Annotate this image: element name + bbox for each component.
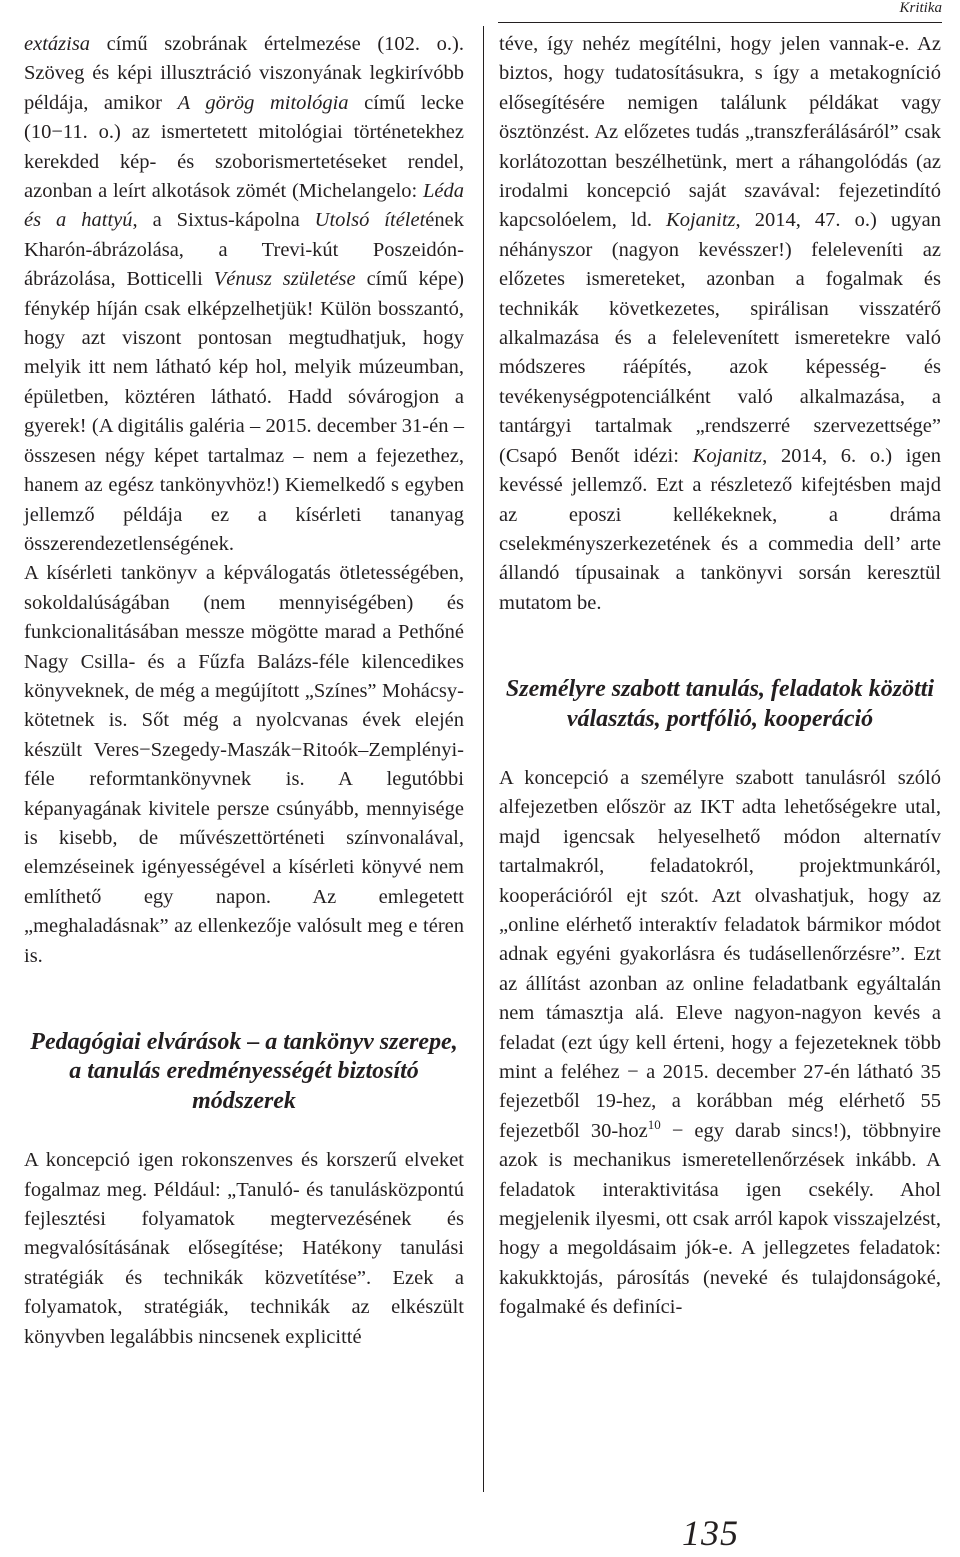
italic-run: Kojanitz [666, 209, 736, 232]
section-label: Kritika [899, 0, 942, 16]
right-paragraph-1 [499, 30, 941, 618]
italic-run: A görög mitológia [177, 91, 349, 114]
italic-run: extázisa [24, 33, 91, 55]
page-number: 135 [682, 1513, 739, 1553]
left-paragraph-2 [24, 559, 464, 971]
right-column [499, 30, 941, 1323]
text-run: , a Sixtus-kápolna [132, 209, 315, 232]
left-column [24, 30, 464, 1352]
text-run: című lecke (10−11. o.) az ismertetett mitológiai történetekhez kerekded kép- és szoborismertetéseket rendel, azonban a leírt alkotások zömét (Michelangelo: [24, 91, 464, 203]
text-run: − egy darab sincs!), többnyire azok is mechanikus ismeretellenőrzések inkább. A feladatok interaktivitása igen csekély. Ahol megjelenik ilyesmi, ott csak arról kapok visszajelzést, hogy a megoldásaim jók-e. A jellegzetes feladatok: kakukktojás, párosítás (neveké és tulajdonságoké, fogalmaké és definíci- [499, 1119, 942, 1319]
text-run: A kísérleti tankönyv a képválogatás ötletességében, sokoldalúságában (nem mennyiségében) és funkcionalitásában messze mögötte marad a Pethőné Nagy Csilla- és a Fűzfa Balázs-féle kilencedikes könyveknek, de még a megújított „Színes” Mohácsy-kötetnek is. Sőt még a nyolcvanas évek elején készült Veres−Szegedy-Maszák−Ritoók–Zemplényi-féle reformtankönyvnek is. A legutóbbi képanyagának kivitele persze csúnyább, mennyisége is kisebb, de művészettörténeti színvonalával, elemzéseinek igényességével a kísérleti könyvé nem említhető egy napon. Az emlegetett „meghaladásnak” az ellenkezője valósult meg e téren is. [24, 562, 464, 967]
left-paragraph-1 [24, 30, 464, 559]
right-section-heading: Személyre szabott tanulás, feladatok közötti választás, portfólió, kooperáció [505, 676, 935, 732]
left-section-heading: Pedagógiai elvárások – a tankönyv szerepe, a tanulás eredményességét biztosító módszerek [30, 1029, 458, 1114]
text-run: A koncepció igen rokonszenves és korszerű elveket fogalmaz meg. Például: „Tanuló- és tanulásközpontú fejlesztési folyamatok megtervezésének és megvalósításának elősegítése; Hatékony tanulási stratégiák és technikák közvetítése”. Ezek a folyamatok, stratégiák, technikák az elkészült könyvben legalábbis nincsenek explicitté [24, 1149, 464, 1348]
text-run: , 2014, 47. o.) ugyan néhányszor (nagyon kevésszer!) feleleveníti az előzetes ismereteket, azonban a fogalmak és technikák következetes, spirálisan visszatérő alkalmazása és a felelevenített ismeretekre való módszeres ráépítés, azok képesség- és tevékenységpotenciálként való alkalmazása, a tantárgyi tartalmak „rendszerré szervezettsége” (Csapó Benőt idézi: [499, 209, 941, 467]
text-run: A koncepció a személyre szabott tanulásról szóló alfejezetben először az IKT adta lehetőségekre utal, majd igencsak helyeselhető módon alternatív tartalmakról, feladatokról, projektmunkáról, kooperációról ejt szót. Azt olvashatjuk, hogy az „online elérhető interaktív feladatok bármikor módot adnak egyéni gyakorlásra és tudásellenőrzésre”. Ezt az állítást azonban az online feladatbank egyáltalán nem támasztja alá. Eleve nagyon-nagyon kevés a feladat (ezt úgy kell érteni, hogy a fejezeteknek több mint a feléhez − a 2015. december 27-én látható 35 fejezetből 19-hez, a korábban még elérhető 55 fejezetből 30-hoz [499, 766, 941, 1142]
left-paragraph-3 [24, 1146, 464, 1352]
text-run: , 2014, 6. o.) igen kevéssé jellemző. Ezt a részletező kifejtésben majd az eposzi kellékeknek, a dráma cselekményszerkezetének és a commedia dell’ arte állandó típusainak a tankönyvi sorsán keresztül mutatom be. [499, 444, 941, 614]
text-run: című képe) fénykép híján csak elképzelhetjük! Külön bosszantó, hogy azt viszont pontosan megtudhatjuk, hogy melyik itt nem látható kép hol, melyik múzeumban, épületben, köztéren látható. Hadd sóvárogjon a gyerek! (A digitális galéria – 2015. december 31-én – összesen négy képet tartalmaz – nem a fejezethez, hanem az egész tankönyvhöz!) Kiemelkedő s egyben jellemző példája ez a kísérleti tananyag összerendezetlenségének. [24, 268, 464, 555]
column-divider [483, 26, 484, 1492]
italic-run: Utolsó ítélet [314, 209, 426, 232]
footnote-ref: 10 [647, 1116, 661, 1132]
text-run: téve, így nehéz megítélni, hogy jelen vannak-e. Az biztos, hogy tudatosításukra, s így a metakogníció elősegítésére nemigen találunk példákat vagy ösztönzést. Az előzetes tudás „transzferálásáról” csak korlátozottan beszélhetünk, mert a ráhangolódás (az irodalmi koncepció saját szavával: fejezetindító kapcsolóelem, ld. [499, 33, 941, 232]
text-run: ének Kharón-ábrázolása, a Trevi-kút Poszeidón-ábrázolása, Botticelli [24, 209, 464, 291]
italic-run: Léda és a hattyú [24, 180, 464, 232]
italic-run: Vénusz születése [213, 268, 356, 291]
header-rule [498, 22, 942, 23]
italic-run: Kojanitz [692, 444, 763, 467]
text-run: című szobrának értelmezése (102. o.). Szöveg és képi illusztráció viszonyának legkirívóbb példája, amikor [24, 33, 464, 114]
right-paragraph-2 [499, 764, 941, 1323]
